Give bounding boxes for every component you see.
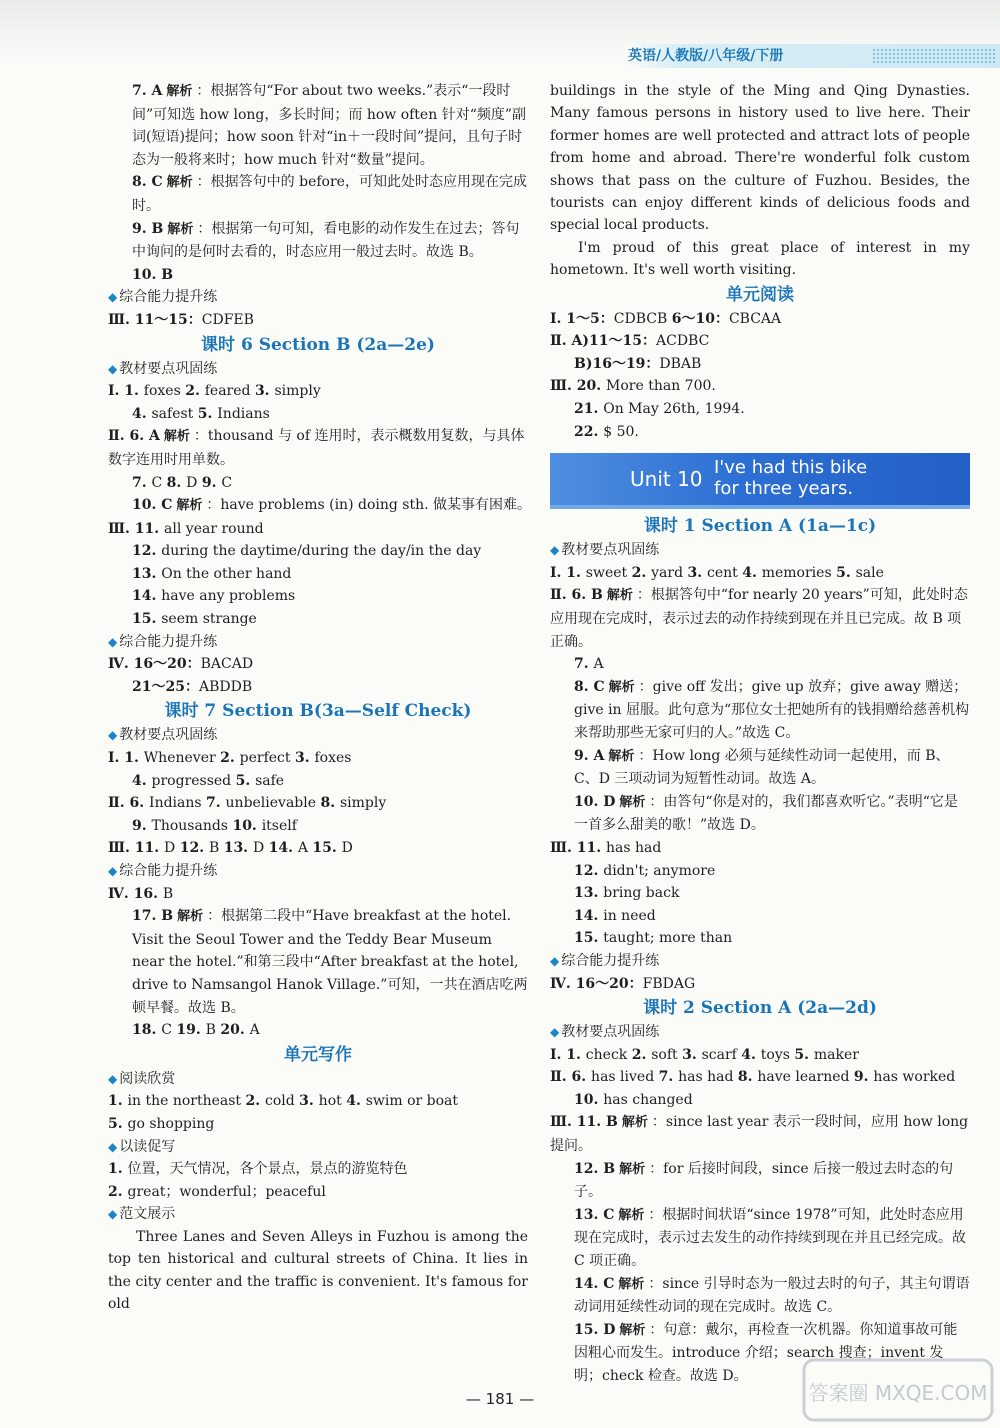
question-number: 3.: [687, 564, 707, 581]
answer-text: D: [164, 840, 180, 857]
essay-paragraph: buildings in the style of the Ming and Qing Dynasties. Many famous persons in history used to live here. Their former homes are well protected and attract lots of people from home and abroad. There're wonderful folk custom shows that pass on the culture of Fuzhou. Besides, the tourists can enjoy different kinds of delicious foods and special local products.: [550, 83, 970, 234]
analysis-label: 解析: [619, 794, 646, 810]
subsection-heading: [550, 950, 970, 973]
question-number: 10. C: [132, 497, 173, 514]
answer-text: have any problems: [161, 588, 296, 605]
answer-text: unbelievable: [225, 795, 321, 812]
answer-row: [108, 403, 528, 426]
analysis-label: 解析: [176, 498, 203, 514]
essay-paragraph: I'm proud of this great place of interest in my hometown. It's well worth visiting.: [550, 239, 970, 279]
question-number: 5.: [836, 564, 856, 581]
question-number: 4.: [742, 564, 762, 581]
answer-row: [108, 608, 528, 631]
question-number: 19.: [176, 1022, 206, 1039]
answer-text: in the northeast: [127, 1093, 246, 1110]
analysis-label: 解析: [608, 679, 635, 695]
header-title: 英语/人教版/八年级/下册: [628, 48, 784, 64]
subsection-heading: [108, 358, 528, 381]
answer-text: check: [585, 1046, 632, 1063]
answer-text: DBAB: [659, 355, 702, 372]
question-number: 1.: [108, 1093, 128, 1110]
answer-text: in need: [603, 907, 656, 924]
analysis-label: 解析: [619, 1161, 646, 1177]
diamond-icon: ◆: [108, 864, 118, 878]
answer-row: [550, 973, 970, 996]
lesson-title: 课时 6 Section B (2a—2e): [201, 334, 435, 355]
question-number: Ⅱ. 6.: [108, 795, 150, 812]
answer-text: BACAD: [200, 656, 254, 673]
question-number: 12.: [574, 862, 604, 879]
diamond-icon: ◆: [108, 1139, 118, 1154]
question-number: 10. B: [132, 266, 174, 283]
question-number: 14. C: [574, 1275, 615, 1292]
answer-row: [550, 927, 970, 950]
question-number: Ⅲ. 20.: [550, 378, 607, 395]
question-number: 21～25：: [132, 678, 199, 695]
question-number: 5.: [108, 1115, 128, 1132]
answer-row: [108, 309, 528, 332]
answer-text: Indians: [217, 405, 270, 422]
question-number: 4.: [132, 405, 152, 422]
answer-text: CBCAA: [728, 310, 782, 327]
answer-text: ：have problems (in) doing sth. 做某事有困难。: [206, 497, 532, 514]
question-number: 9.: [201, 474, 222, 491]
question-number: Ⅳ. 16～20：: [550, 975, 643, 992]
answer-text: safe: [255, 772, 285, 789]
answer-row: [550, 1089, 970, 1112]
diamond-icon: ◆: [108, 634, 118, 649]
answer-row: [550, 1204, 970, 1273]
answer-text: ACDBC: [656, 333, 710, 350]
question-number: 9. B: [132, 220, 164, 237]
answer-text: B: [162, 885, 174, 902]
answer-row: [108, 540, 528, 563]
question-number: 15. D: [574, 1321, 616, 1338]
answer-text: have learned: [757, 1069, 854, 1086]
answer-text: great；wonderful；peaceful: [127, 1183, 326, 1200]
answer-text: ：由答句“你是对的，我们都喜欢听它。”表明“它是一首多么甜美的歌！”故选 D。: [574, 793, 958, 834]
subsection-heading-text: 教材要点巩固练: [561, 1024, 660, 1041]
diamond-icon: ◆: [108, 1071, 118, 1086]
subsection-heading: [108, 724, 528, 747]
question-number: 4.: [741, 1046, 761, 1063]
question-number: Ⅲ. 11. B: [550, 1114, 618, 1131]
answer-text: On the other hand: [161, 565, 292, 582]
answer-text: ABDDB: [198, 678, 253, 695]
answer-text: sale: [855, 564, 884, 581]
question-number: 12. B: [574, 1160, 616, 1177]
answer-row: [550, 1111, 970, 1157]
question-number: 13.: [132, 565, 162, 582]
subsection-heading-text: 教材要点巩固练: [561, 542, 660, 559]
answer-text: On May 26th, 1994.: [603, 401, 745, 418]
lesson-title: 课时 2 Section A (2a—2d): [643, 998, 877, 1019]
answer-text: scarf: [701, 1046, 742, 1063]
subsection-heading: [550, 539, 970, 562]
answer-text: bring back: [603, 885, 680, 902]
question-number: 13. C: [574, 1206, 615, 1223]
lesson-title: 单元写作: [284, 1044, 352, 1065]
analysis-label: 解析: [621, 1115, 648, 1131]
answer-text: toys: [760, 1046, 795, 1063]
subsection-heading-text: 教材要点巩固练: [119, 727, 218, 744]
question-number: 14.: [574, 907, 604, 924]
answer-text: didn't; anymore: [603, 862, 716, 879]
answer-row: [108, 883, 528, 906]
question-number: 14.: [132, 588, 162, 605]
answer-text: D: [252, 840, 269, 857]
question-number: 4.: [346, 1093, 366, 1110]
subsection-heading: [108, 860, 528, 883]
answer-row: [550, 398, 970, 421]
answer-row: [108, 837, 528, 860]
lesson-title: 课时 1 Section A (1a—1c): [643, 516, 877, 537]
analysis-label: 解析: [166, 175, 193, 191]
question-number: 9. A: [574, 747, 605, 764]
subsection-heading: [108, 1136, 528, 1159]
answer-row: [108, 1113, 528, 1136]
question-number: 7.: [658, 1069, 679, 1086]
question-number: 3.: [299, 1093, 319, 1110]
answer-row: [550, 562, 970, 585]
answer-text: CDBCB: [613, 310, 672, 327]
answer-text: sweet: [585, 564, 632, 581]
answer-row: [108, 1090, 528, 1113]
answer-row: [108, 563, 528, 586]
answer-row: [108, 380, 528, 403]
answer-text: during the daytime/during the day/in the day: [161, 543, 482, 560]
question-number: 10. D: [574, 793, 616, 810]
answer-text: has had: [678, 1069, 738, 1086]
question-number: 2.: [631, 1046, 652, 1063]
subsection-heading-text: 综合能力提升练: [119, 289, 218, 306]
answer-row: [108, 472, 528, 495]
answer-text: FBDAG: [642, 975, 696, 992]
diamond-icon: ◆: [550, 953, 560, 968]
question-number: 5.: [794, 1046, 814, 1063]
answer-text: 位置，天气情况，各个景点，景点的游览特色: [127, 1161, 408, 1178]
answer-text: itself: [261, 817, 297, 834]
answer-text: ：根据答句“For about two weeks.”表示“一段时间”可知选 how long，多长时间；而 how often 针对“频度”副词(短语)提问；how soon 针对“in＋一段时间”提问，且句子时态为一般将来时；how much 针对“数量”提问。: [132, 83, 527, 168]
lesson-title: 单元阅读: [726, 284, 794, 305]
answer-row: [550, 837, 970, 860]
question-number: 15.: [574, 930, 604, 947]
subsection-heading-text: 范文展示: [119, 1206, 176, 1223]
subsection-heading: [108, 631, 528, 654]
analysis-label: 解析: [177, 909, 204, 925]
question-number: 9.: [132, 817, 152, 834]
answer-row: [550, 860, 970, 883]
answer-text: ：since last year 表示一段时间，应用 how long 提问。: [550, 1114, 969, 1155]
question-number: 2.: [108, 1183, 128, 1200]
question-number: 2.: [245, 1093, 265, 1110]
answer-text: has had: [606, 839, 662, 856]
answer-text: C: [221, 474, 233, 491]
answer-row: [550, 745, 970, 791]
question-number: Ⅲ. 11.: [108, 840, 165, 857]
answer-text: safest: [151, 405, 198, 422]
answer-text: all year round: [164, 520, 264, 537]
question-number: Ⅱ. 6. B: [550, 587, 603, 604]
answer-text: simply: [339, 795, 387, 812]
subsection-heading: [550, 1021, 970, 1044]
answer-row: [108, 425, 528, 471]
question-number: B)16～19：: [574, 355, 660, 372]
answer-text: ：句意：戴尔，再检查一次机器。你知道事故可能因粗心而发生。introduce 介绍；search 搜查；invent 发明；check 检查。故选 D。: [574, 1321, 958, 1384]
question-number: 8.: [320, 795, 340, 812]
answer-text: has changed: [603, 1091, 693, 1108]
answer-row: [108, 80, 528, 171]
answer-row: [550, 353, 970, 376]
analysis-label: 解析: [166, 84, 193, 99]
subsection-heading-text: 阅读欣赏: [119, 1070, 176, 1087]
question-number: 13.: [223, 840, 253, 857]
answer-text: soft: [651, 1046, 683, 1063]
question-number: 4.: [132, 772, 152, 789]
subsection-heading-text: 教材要点巩固练: [119, 360, 218, 377]
diamond-icon: ◆: [108, 1207, 118, 1222]
answer-text: Indians: [149, 795, 207, 812]
question-number: 3.: [294, 750, 315, 767]
answer-row: [108, 815, 528, 838]
question-number: Ⅱ. 6. A: [108, 428, 160, 445]
question-number: 7.: [206, 795, 226, 812]
answer-row: [550, 905, 970, 928]
unit-title: [714, 457, 867, 499]
answer-text: $ 50.: [603, 423, 639, 440]
answer-text: feared: [204, 383, 255, 400]
answer-row: [108, 1181, 528, 1204]
subsection-heading: [108, 1203, 528, 1226]
analysis-label: 解析: [163, 429, 190, 445]
question-number: 8.: [737, 1069, 758, 1086]
answer-text: ：根据第一句可知，看电影的动作发生在过去；答句中询问的是何时去看的，时态应用一般过去时。故选 B。: [132, 220, 520, 261]
question-number: 8. C: [132, 174, 163, 191]
answer-text: swim or boat: [365, 1093, 459, 1110]
answer-text: ：根据时间状语“since 1978”可知，此处时态应用现在完成时，表示过去发生的动作持续到现在并且已经完成。故 C 项正确。: [574, 1206, 966, 1270]
question-number: Ⅱ. 6.: [550, 1069, 592, 1086]
question-number: Ⅰ. 1.: [108, 750, 144, 767]
page-number: — 181 —: [465, 1390, 535, 1408]
answer-row: [550, 1273, 970, 1319]
question-number: 20.: [220, 1022, 250, 1039]
answer-row: [550, 882, 970, 905]
answer-text: A: [249, 1022, 260, 1039]
answer-row: [108, 905, 528, 1019]
question-number: 7.: [132, 474, 152, 491]
answer-text: ：give off 发出；give up 放弃；give away 赠送；give in 屈服。此句意为“那位女士把她所有的钱捐赠给慈善机构来帮助那些无家可归的人。”故选 C。: [574, 678, 970, 741]
answer-text: Thousands: [151, 817, 233, 834]
answer-text: B: [205, 1022, 221, 1039]
answer-row: [550, 584, 970, 653]
answer-row: [108, 218, 528, 264]
answer-text: B: [208, 840, 224, 857]
answer-text: yard: [651, 564, 688, 581]
unit-banner: [550, 453, 970, 505]
question-number: 10.: [574, 1091, 604, 1108]
answer-row: [550, 791, 970, 837]
answer-text: maker: [813, 1046, 859, 1063]
answer-text: taught; more than: [603, 930, 733, 947]
question-number: 2.: [185, 383, 205, 400]
question-number: 2.: [631, 564, 652, 581]
answer-row: [108, 747, 528, 770]
answer-row: [108, 264, 528, 287]
subsection-heading-text: 综合能力提升练: [561, 952, 660, 969]
answer-row: [550, 676, 970, 745]
question-number: 1.: [108, 1161, 128, 1178]
question-number: 3.: [682, 1046, 702, 1063]
header-dot-pattern: [872, 48, 996, 64]
question-number: 3.: [254, 383, 275, 400]
question-number: Ⅰ. 1.: [550, 1046, 586, 1063]
subsection-heading: [108, 286, 528, 309]
answer-row: [550, 653, 970, 676]
left-column: [108, 80, 532, 1316]
unit-title-line2: for three years.: [714, 478, 854, 500]
answer-row: [550, 330, 970, 353]
question-number: 7. A: [132, 83, 163, 99]
answer-text: foxes: [314, 750, 352, 767]
analysis-label: 解析: [618, 1207, 645, 1223]
question-number: 2.: [220, 750, 240, 767]
question-number: Ⅳ. 16.: [108, 885, 163, 902]
question-number: 5.: [197, 405, 218, 422]
answer-row: [108, 792, 528, 815]
answer-text: cent: [707, 564, 743, 581]
answer-row: [108, 676, 528, 699]
question-number: Ⅲ. 11.: [108, 520, 165, 537]
question-number: Ⅰ. 1.: [108, 383, 144, 400]
answer-text: go shopping: [127, 1115, 215, 1132]
question-number: Ⅰ. 1～5：: [550, 310, 614, 327]
answer-row: [550, 375, 970, 398]
answer-row: [550, 1158, 970, 1204]
answer-text: ：since 引导时态为一般过去时的句子，其主句谓语动词用延续性动词的现在完成时。故选 C。: [574, 1275, 970, 1316]
answer-text: ：for 后接时间段，since 后接一般过去时态的句子。: [574, 1160, 954, 1201]
analysis-label: 解析: [608, 748, 635, 764]
answer-row: [108, 770, 528, 793]
answer-text: More than 700.: [606, 378, 716, 395]
question-number: 12.: [132, 543, 162, 560]
answer-text: foxes: [143, 383, 186, 400]
diamond-icon: ◆: [108, 290, 118, 305]
answer-text: perfect: [239, 750, 295, 767]
question-number: 17. B: [132, 908, 174, 925]
question-number: 8.: [166, 474, 187, 491]
answer-text: has worked: [873, 1069, 956, 1086]
answer-text: D: [186, 474, 202, 491]
subsection-heading-text: 以读促写: [119, 1138, 176, 1155]
essay-paragraph: Three Lanes and Seven Alleys in Fuzhou is among the top ten historical and cultural streets of China. It lies in the city center and the traffic is convenient. It's famous for old: [108, 1228, 528, 1313]
question-number: 14.: [268, 840, 298, 857]
analysis-label: 解析: [606, 588, 633, 604]
question-number: 15.: [312, 840, 342, 857]
question-number: 6～10：: [671, 310, 729, 327]
right-column: [550, 80, 970, 1388]
answer-text: ：根据答句中的 before，可知此处时态应用现在完成时。: [132, 174, 527, 214]
subsection-heading: [108, 1068, 528, 1091]
question-number: 9.: [853, 1069, 874, 1086]
answer-text: cold: [265, 1093, 300, 1110]
answer-text: D: [341, 840, 353, 857]
answer-row: [108, 585, 528, 608]
question-number: 10.: [232, 817, 262, 834]
lesson-title: 课时 7 Section B(3a—Self Check): [164, 701, 472, 722]
unit-title-line1: I've had this bike: [714, 457, 868, 479]
answer-row: [550, 1066, 970, 1089]
question-number: Ⅰ. 1.: [550, 564, 586, 581]
answer-row: [108, 518, 528, 541]
answer-row: [108, 494, 532, 518]
question-number: 8. C: [574, 678, 605, 695]
subsection-heading-text: 综合能力提升练: [119, 633, 218, 650]
watermark-logo: [800, 1356, 996, 1424]
answer-text: seem strange: [161, 611, 257, 628]
answer-text: ：根据答句中“for nearly 20 years”可知，此处时态应用现在完成时，表示过去的动作持续到现在并且已完成。故 B 项正确。: [550, 587, 968, 650]
diamond-icon: ◆: [550, 1025, 560, 1040]
question-number: 21.: [574, 401, 604, 418]
analysis-label: 解析: [618, 1276, 645, 1292]
diamond-icon: ◆: [550, 543, 560, 558]
answer-text: CDFEB: [201, 311, 254, 328]
question-number: 15.: [132, 611, 162, 628]
answer-row: [550, 421, 970, 444]
question-number: Ⅱ. A)11～15：: [550, 333, 656, 350]
answer-text: hot: [318, 1093, 347, 1110]
answer-row: [108, 1019, 528, 1042]
answer-text: ：根据第二段中“Have breakfast at the hotel. Visit the Seoul Tower and the Teddy Bear Museum near the hotel.”和第三段中“After breakfast at the hotel, drive to Namsangol Hanok Village.”可知，一共在酒店吃两顿早餐。故选 B。: [132, 908, 528, 1016]
diamond-icon: ◆: [108, 361, 118, 376]
answer-text: ：How long 必须与延续性动词一起使用，而 B、C、D 三项动词为短暂性动词。故选 A。: [574, 747, 950, 788]
answer-row: [108, 171, 528, 217]
question-number: 7.: [574, 656, 594, 673]
unit-label: Unit 10: [630, 467, 703, 492]
answer-text: C: [151, 474, 167, 491]
answer-text: A: [297, 840, 313, 857]
question-number: Ⅲ. 11～15：: [108, 311, 202, 328]
analysis-label: 解析: [619, 1322, 646, 1338]
answer-row: [108, 1158, 528, 1181]
question-number: 5.: [235, 772, 256, 789]
answer-text: simply: [274, 383, 321, 400]
subsection-heading-text: 综合能力提升练: [119, 863, 218, 879]
answer-text: Whenever: [143, 750, 221, 767]
analysis-label: 解析: [167, 221, 194, 237]
question-number: 13.: [574, 885, 604, 902]
question-number: 22.: [574, 423, 604, 440]
answer-text: has lived: [591, 1069, 659, 1086]
answer-text: ：thousand 与 of 连用时，表示概数用复数，与具体数字连用时用单数。: [108, 428, 525, 468]
question-number: Ⅲ. 11.: [550, 839, 607, 856]
diamond-icon: ◆: [108, 728, 118, 743]
question-number: 18.: [132, 1022, 162, 1039]
answer-text: progressed: [151, 772, 236, 789]
question-number: 12.: [179, 840, 209, 857]
answer-row: [550, 308, 970, 331]
question-number: Ⅳ. 16～20：: [108, 656, 201, 673]
answer-text: A: [593, 656, 604, 673]
answer-text: memories: [761, 564, 837, 581]
answer-text: C: [161, 1022, 177, 1039]
watermark-text: 答案圈 MXQE.COM: [808, 1381, 988, 1405]
answer-row: [550, 1044, 970, 1067]
answer-row: [108, 653, 528, 676]
